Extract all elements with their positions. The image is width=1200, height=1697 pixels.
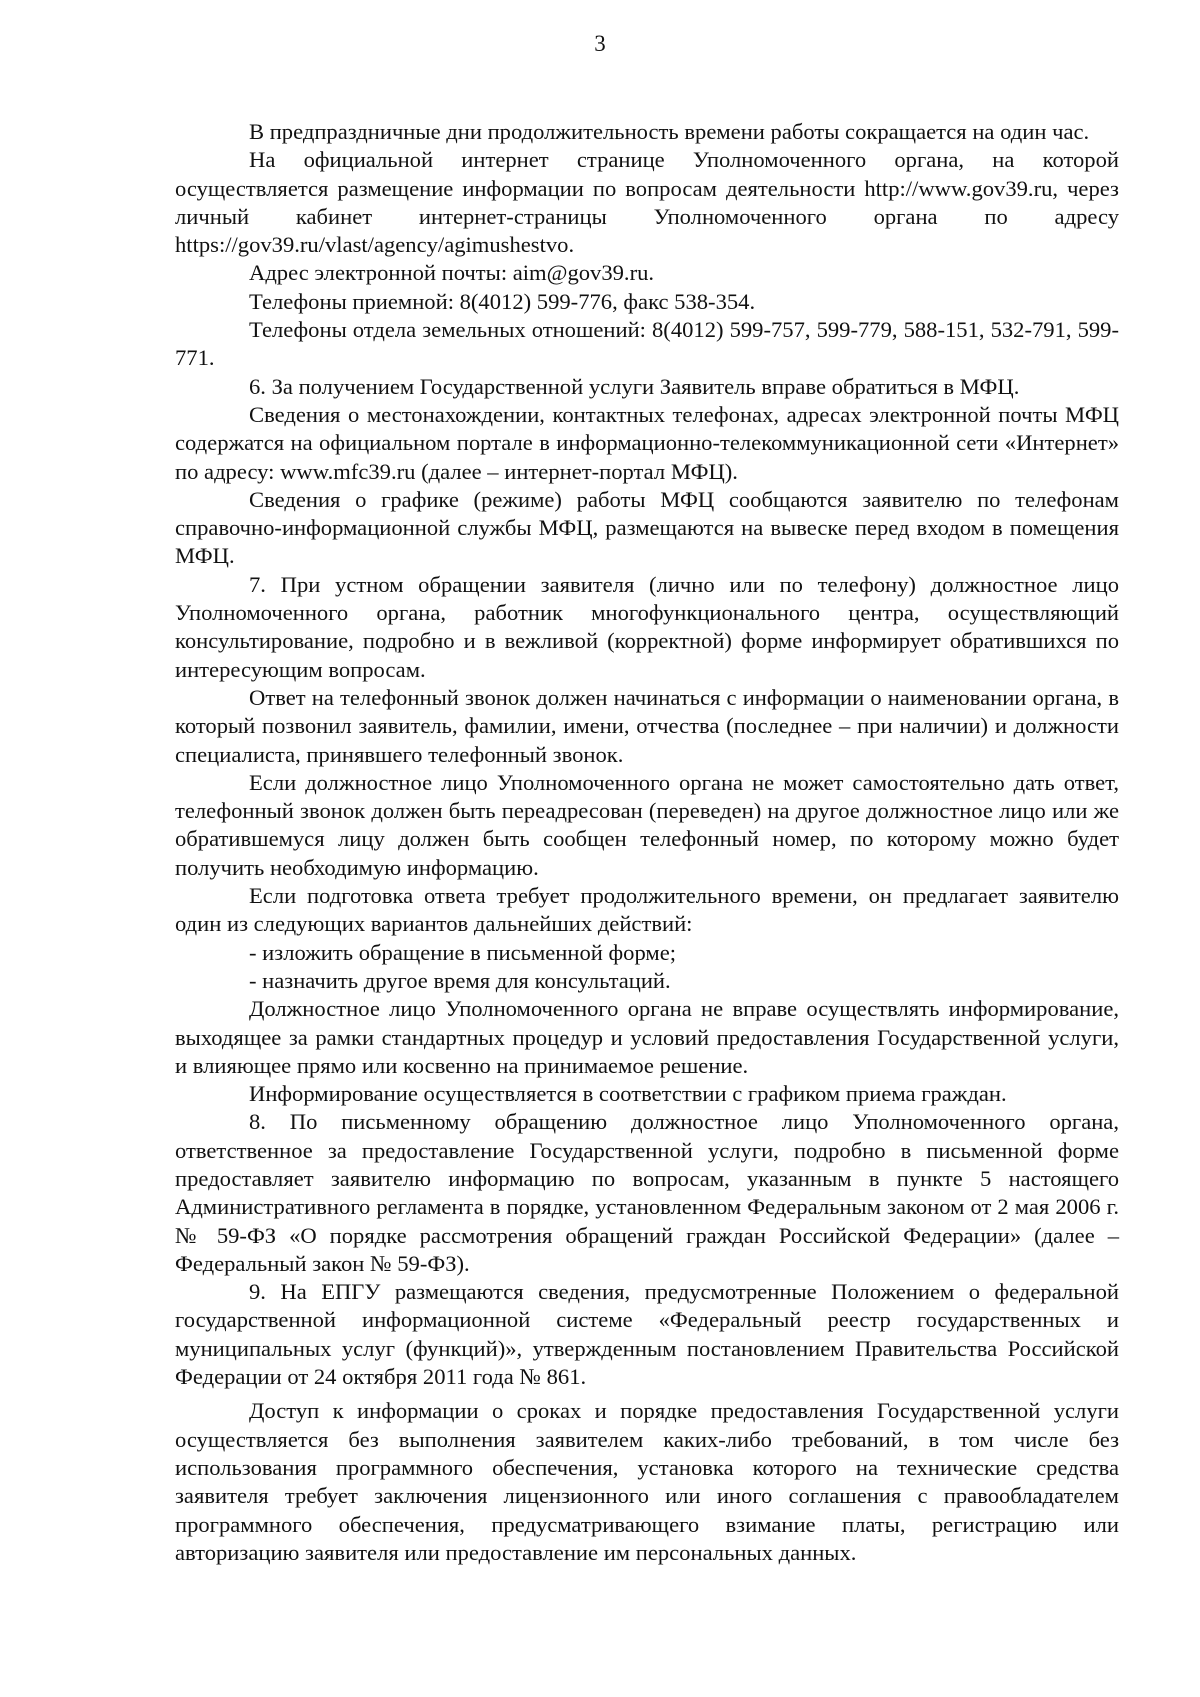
paragraph-item-8: 8. По письменному обращению должностное лицо Уполномоченного органа, ответственное за предоставление Государственной услуги, подробно в письменной форме предоставляет заявителю информацию по вопросам, указанным в пункте 5 настоящего Административного регламента в порядке, установленном Федеральным законом от 2 мая 2006 г. № 59-ФЗ «О порядке рассмотрения обращений граждан Российской Федерации» (далее – Федеральный закон № 59-ФЗ). [175, 1109, 1119, 1276]
paragraph-item-7: 7. При устном обращении заявителя (лично или по телефону) должностное лицо Уполномоченного органа, работник многофункционального центра, осуществляющий консультирование, подробно и в вежливой (корректной) форме информирует обратившихся по интересующим вопросам. [175, 571, 1119, 682]
list-item-other-time: - назначить другое время для консультаций. [249, 967, 671, 993]
paragraph-email: Адрес электронной почты: aim@gov39.ru. [249, 260, 655, 286]
paragraph-schedule-informing: Информирование осуществляется в соответствии с графиком приема граждан. [249, 1081, 1007, 1107]
paragraph-access-info: Доступ к информации о сроках и порядке предоставления Государственной услуги осуществляется без выполнения заявителем каких-либо требований, в том числе без использования программного обеспечения, установка которого на технические средства заявителя требует заключения лицензионного или иного соглашения с правообладателем программного обеспечения, предусматривающего взимание платы, регистрацию или авторизацию заявителя или предоставление им персональных данных. [175, 1398, 1119, 1565]
paragraph-preholiday-hours: В предпраздничные дни продолжительность времени работы сокращается на один час. [249, 119, 1090, 144]
paragraph-land-department-phones: Телефоны отдела земельных отношений: 8(4012) 599-757, 599-779, 588-151, 532-791, 599-771. [175, 317, 1119, 371]
document-body [175, 118, 1119, 1567]
paragraph-reception-phones: Телефоны приемной: 8(4012) 599-776, факс 538-354. [249, 288, 756, 314]
paragraph-item-6: 6. За получением Государственной услуги Заявитель вправе обратиться в МФЦ. [249, 373, 1020, 399]
paragraph-restrictions: Должностное лицо Уполномоченного органа не вправе осуществлять информирование, выходящее за рамки стандартных процедур и условий предоставления Государственной услуги, и влияющее прямо или косвенно на принимаемое решение. [175, 996, 1119, 1078]
paragraph-long-answer: Если подготовка ответа требует продолжительного времени, он предлагает заявителю один из следующих вариантов дальнейших действий: [175, 883, 1119, 937]
list-item-written-form: - изложить обращение в письменной форме; [249, 939, 676, 965]
paragraph-mfc-contacts: Сведения о местонахождении, контактных телефонах, адресах электронной почты МФЦ содержатся на официальном портале в информационно-телекоммуникационной сети «Интернет» по адресу: www.mfc39.ru (далее – интернет-портал МФЦ). [175, 401, 1119, 484]
paragraph-mfc-schedule: Сведения о графике (режиме) работы МФЦ сообщаются заявителю по телефонам справочно-информационной службы МФЦ, размещаются на вывеске перед входом в помещения МФЦ. [175, 486, 1119, 569]
paragraph-item-9: 9. На ЕПГУ размещаются сведения, предусмотренные Положением о федеральной государственной информационной системе «Федеральный реестр государственных и муниципальных услуг (функций)», утвержденным постановлением Правительства Российской Федерации от 24 октября 2011 года № 861. [175, 1279, 1119, 1390]
paragraph-official-website: На официальной интернет странице Уполномоченного органа, на которой осуществляется размещение информации по вопросам деятельности http://www.gov39.ru, через личный кабинет интернет-страницы Уполномоченного органа по адресу https://gov39.ru/vlast/agency/agimushestvo. [175, 147, 1119, 258]
page-number: 3 [594, 31, 606, 56]
paragraph-phone-answer: Ответ на телефонный звонок должен начинаться с информации о наименовании органа, в который позвонил заявитель, фамилии, имени, отчества (последнее – при наличии) и должности специалиста, принявшего телефонный звонок. [175, 684, 1119, 767]
paragraph-call-redirect: Если должностное лицо Уполномоченного органа не может самостоятельно дать ответ, телефонный звонок должен быть переадресован (переведен) на другое должностное лицо или же обратившемуся лицу должен быть сообщен телефонный номер, по которому можно будет получить необходимую информацию. [175, 769, 1119, 880]
